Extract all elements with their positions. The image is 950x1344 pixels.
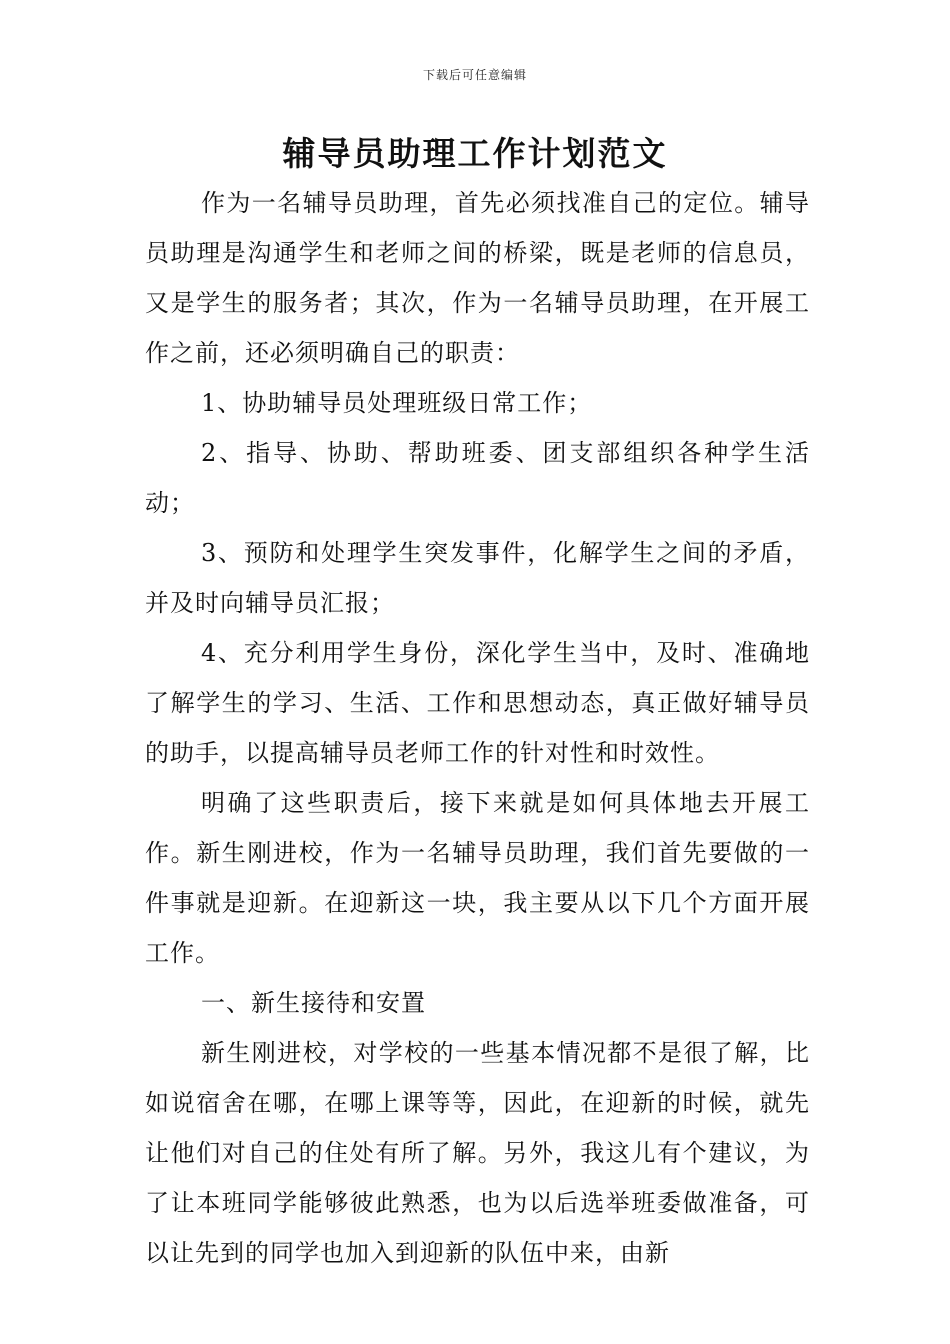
duty-item-2: 2、指导、协助、帮助班委、团支部组织各种学生活动；: [145, 439, 810, 517]
document-body: [145, 178, 810, 1278]
duty-item-1: 1、协助辅导员处理班级日常工作；: [201, 389, 593, 417]
work-plan-paragraph: 明确了这些职责后，接下来就是如何具体地去开展工作。新生刚进校，作为一名辅导员助理，我们首先要做的一件事就是迎新。在迎新这一块，我主要从以下几个方面开展工作。: [145, 789, 810, 967]
document-title: 辅导员助理工作计划范文: [282, 134, 668, 173]
duty-item-4: 4、充分利用学生身份，深化学生当中，及时、准确地了解学生的学习、生活、工作和思想动态，真正做好辅导员的助手，以提高辅导员老师工作的针对性和时效性。: [145, 639, 810, 767]
duty-item-3: 3、预防和处理学生突发事件，化解学生之间的矛盾，并及时向辅导员汇报；: [145, 539, 810, 617]
section-1-paragraph: 新生刚进校，对学校的一些基本情况都不是很了解，比如说宿舍在哪，在哪上课等等，因此，在迎新的时候，就先让他们对自己的住处有所了解。另外，我这儿有个建议，为了让本班同学能够彼此熟悉，也为以后选举班委做准备，可以让先到的同学也加入到迎新的队伍中来，由新: [145, 1039, 810, 1267]
intro-paragraph: 作为一名辅导员助理，首先必须找准自己的定位。辅导员助理是沟通学生和老师之间的桥梁，既是老师的信息员，又是学生的服务者；其次，作为一名辅导员助理，在开展工作之前，还必须明确自己的职责：: [145, 189, 810, 367]
header-note: 下载后可任意编辑: [422, 68, 527, 82]
section-heading-1: 一、新生接待和安置: [201, 989, 426, 1017]
